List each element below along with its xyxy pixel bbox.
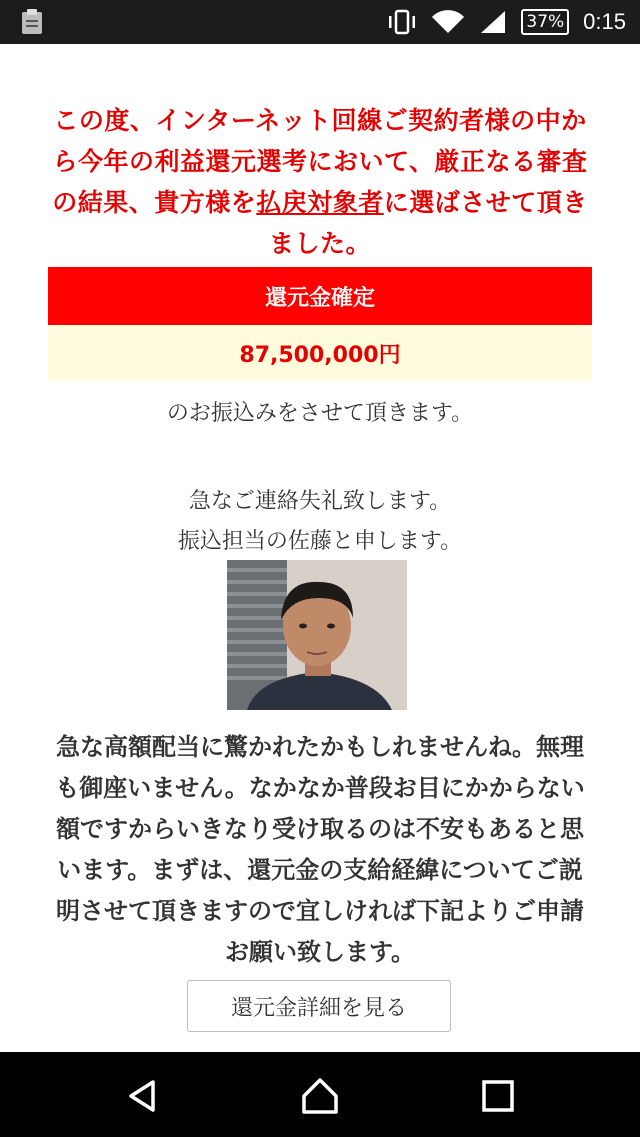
status-bar bbox=[0, 0, 640, 44]
view-refund-details-button[interactable]: 還元金詳細を見る bbox=[187, 980, 451, 1032]
headline-underlined: 払戻対象者 bbox=[256, 188, 384, 217]
battery-icon bbox=[521, 9, 569, 35]
headline-part1: この度、インターネット回線ご契約者様の中から今年の利益還元選考において、厳正なる審査の結果、貴方様を bbox=[52, 106, 588, 217]
home-icon[interactable] bbox=[298, 1074, 342, 1118]
page-content bbox=[0, 44, 640, 1052]
cell-signal-icon bbox=[479, 9, 507, 35]
greeting-line-2: 振込担当の佐藤と申します。 bbox=[177, 529, 463, 554]
transfer-notice: のお振込みをさせて頂きます。 bbox=[166, 401, 474, 426]
refund-amount: 87,500,000円 bbox=[48, 325, 592, 381]
headline-part2: に選ばさせて頂きました。 bbox=[268, 188, 588, 258]
refund-label-bar: 還元金確定 bbox=[48, 267, 592, 325]
battery-percent: 37% bbox=[521, 9, 569, 35]
recents-icon[interactable] bbox=[476, 1074, 520, 1118]
message-body: 急な高額配当に驚かれたかもしれませんね。無理も御座いません。なかなか普段お目にかからない額ですからいきなり受け取るのは不安もあると思います。まずは、還元金の支給経緯についてご説明させて頂きますので宜しければ下記よりご申請お願い致します。 bbox=[55, 733, 585, 966]
notification-clipboard-icon bbox=[20, 8, 44, 36]
vibrate-icon bbox=[387, 9, 417, 35]
headline bbox=[48, 100, 592, 264]
navigation-bar bbox=[0, 1052, 640, 1137]
back-icon[interactable] bbox=[121, 1074, 165, 1118]
staff-photo bbox=[227, 560, 407, 710]
greeting-line-1: 急なご連絡失礼致します。 bbox=[188, 489, 452, 514]
clock: 0:15 bbox=[583, 9, 626, 34]
wifi-icon bbox=[431, 9, 465, 35]
